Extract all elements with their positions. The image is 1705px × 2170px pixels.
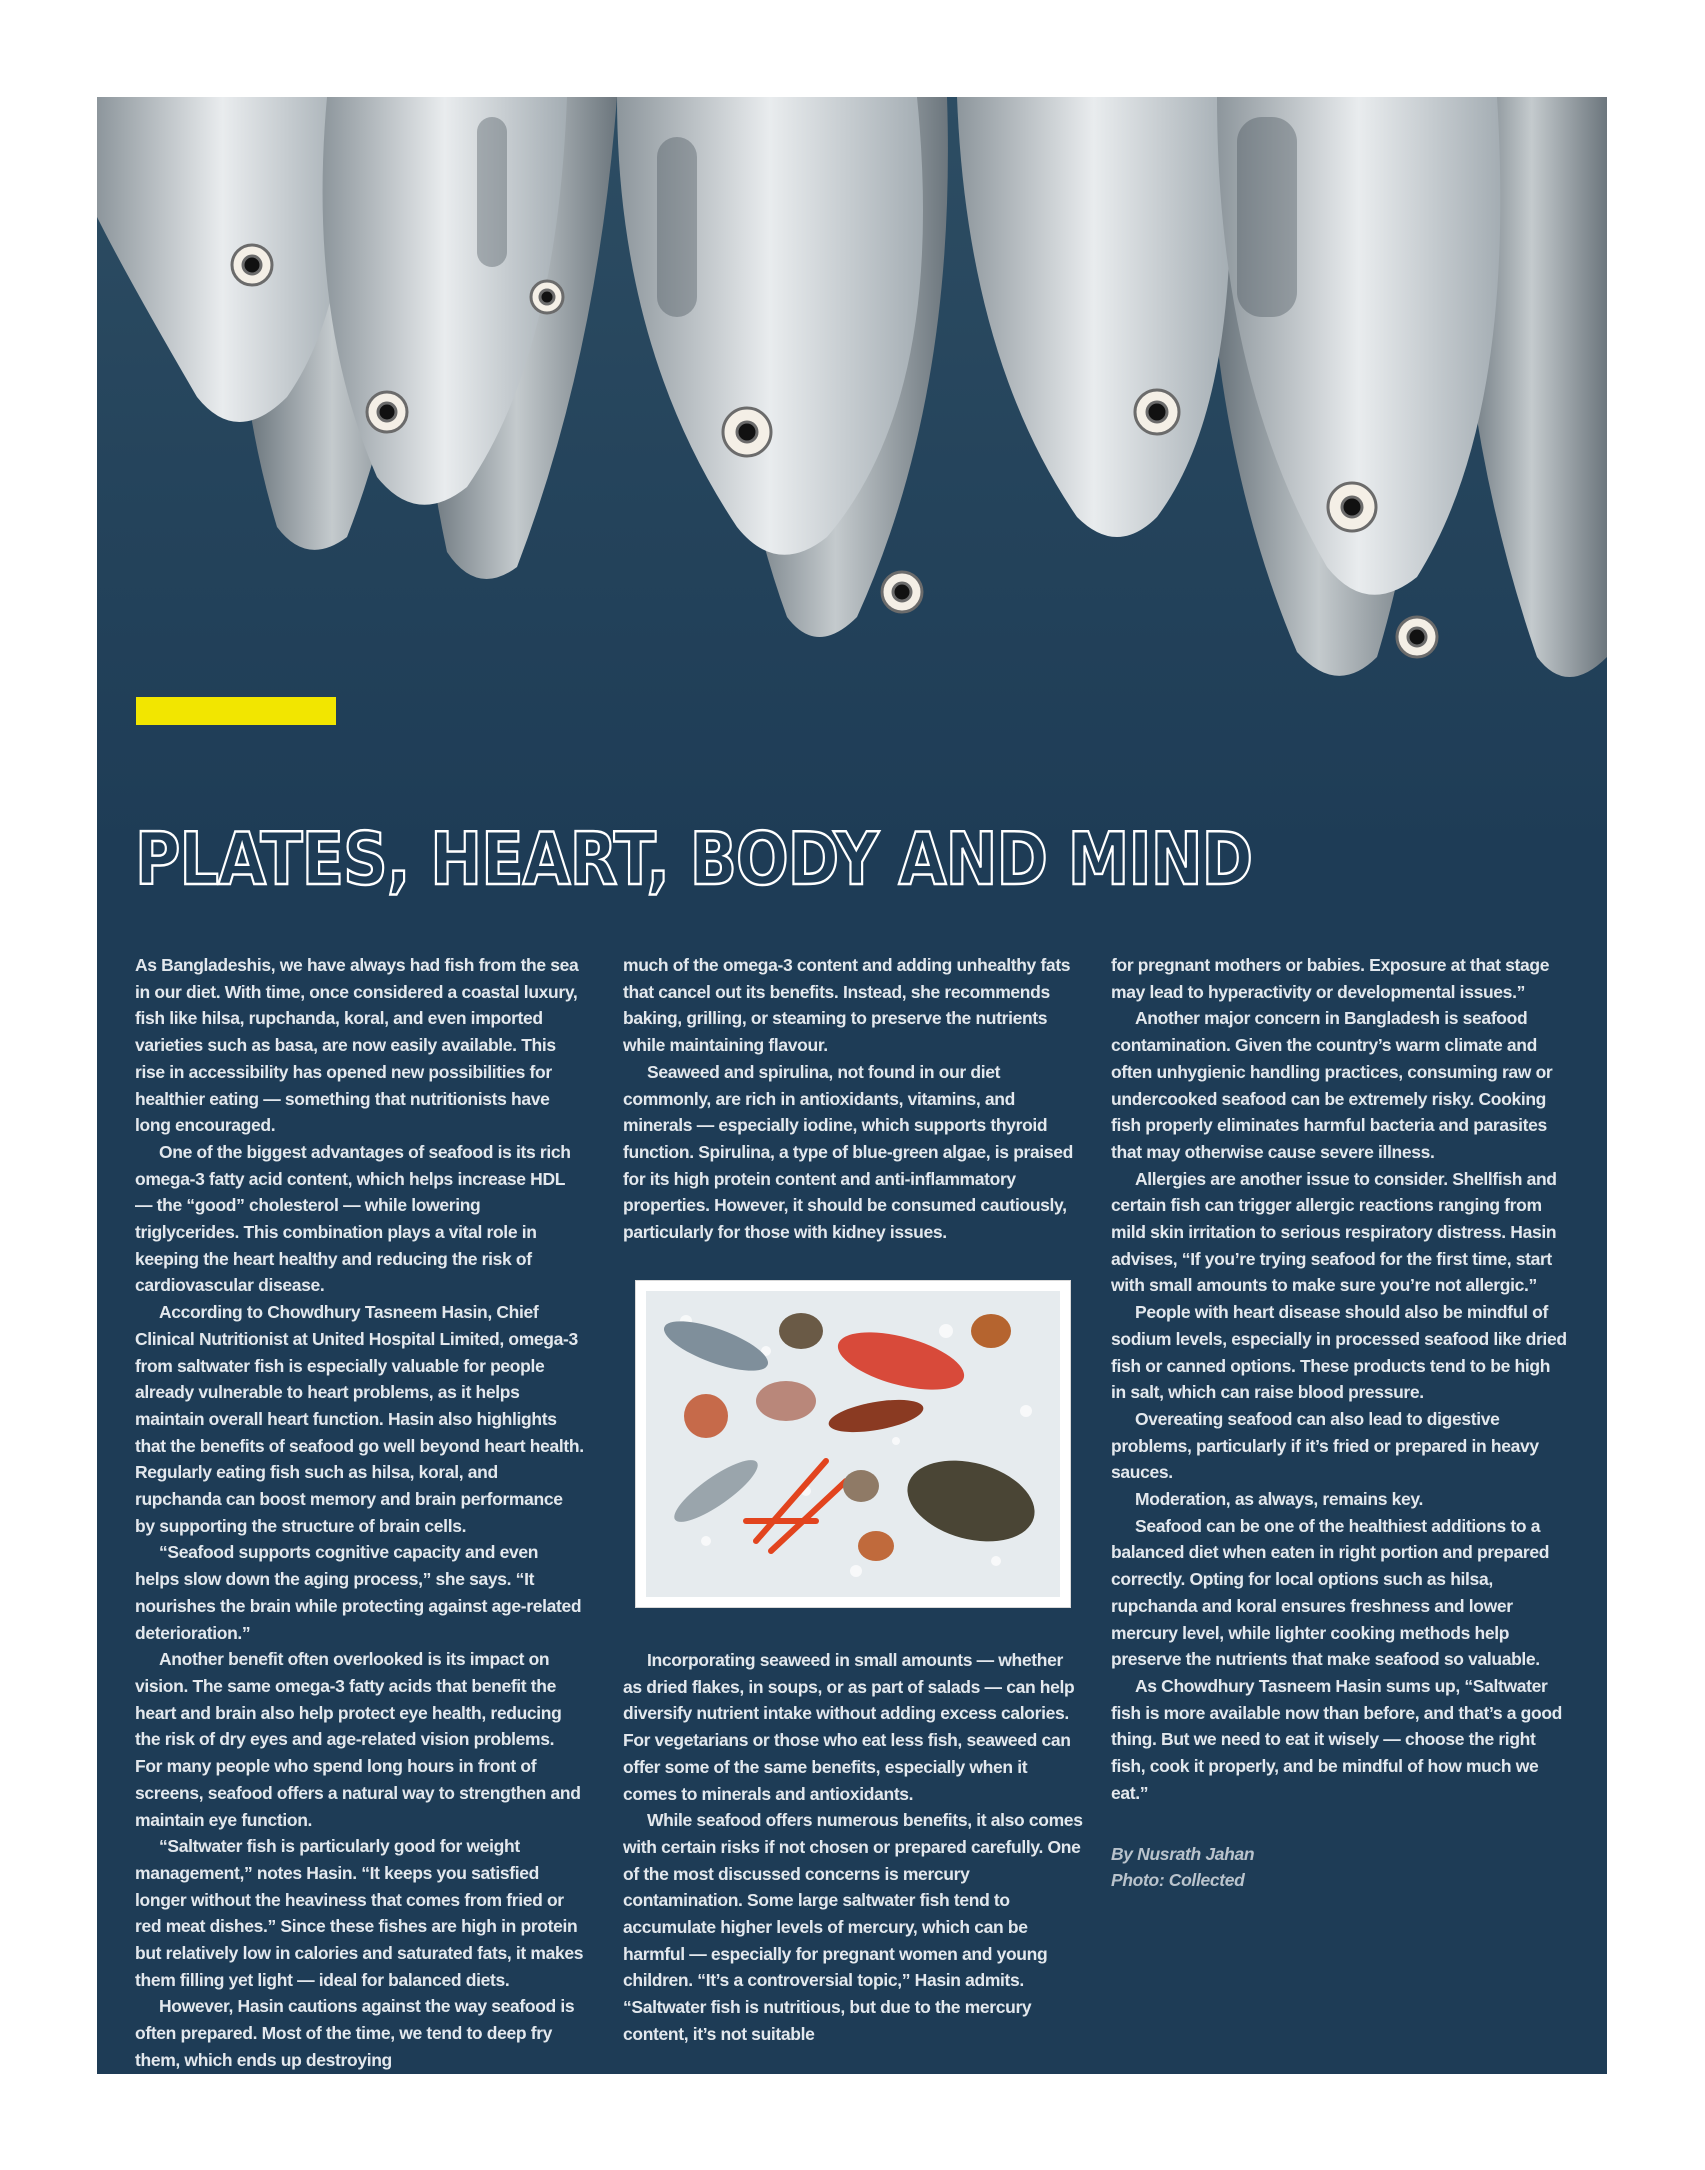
hero-fish-photo xyxy=(97,97,1607,857)
paragraph: much of the omega-3 content and adding unhealthy fats that cancel out its benefits. Instead, she recommends baking, grilling, or steaming to preserve the nutrients while maintaining flavour. xyxy=(623,955,1071,1056)
photo-credit: Photo: Collected xyxy=(1111,1870,1245,1891)
scallop-shell-2 xyxy=(858,1531,894,1561)
author-byline: By Nusrath Jahan xyxy=(1111,1843,1255,1864)
accent-bar xyxy=(136,697,336,725)
article-column-1 xyxy=(135,952,585,2074)
paragraph: According to Chowdhury Tasneem Hasin, Chief Clinical Nutritionist at United Hospital Limited, omega-3 from saltwater fish is especially valuable for people already vulnerable to heart problems, as it helps maintain overall heart function. Hasin also highlights that the benefits of seafood go well beyond heart health. Regularly eating fish such as hilsa, koral, and rupchanda can boost memory and brain performance by supporting the structure of brain cells. xyxy=(135,1302,584,1536)
paragraph: Seafood can be one of the healthiest additions to a balanced diet when eaten in right portion and prepared correctly. Opting for local options such as hilsa, rupchanda and koral ensures freshness and lower mercury level, while lighter cooking methods help preserve the nutrients that make seafood so valuable. xyxy=(1111,1515,1550,1670)
paragraph: “Seafood supports cognitive capacity and even helps slow down the aging process,” she says. “It nourishes the brain while protecting against age-related deterioration.” xyxy=(135,1542,582,1643)
paragraph: Another major concern in Bangladesh is seafood contamination. Given the country’s warm climate and often unhygienic handling practices, consuming raw or undercooked seafood can be extremely risky. Cooking fish properly eliminates harmful bacteria and parasites that may otherwise cause severe illness. xyxy=(1111,1008,1553,1162)
paragraph: As Chowdhury Tasneem Hasin sums up, “Saltwater fish is more available now than before, and that’s a good thing. But we need to eat it wisely — choose the right fish, cook it properly, and be mindful of how much we eat.” xyxy=(1111,1675,1563,1803)
paragraph: Another benefit often overlooked is its impact on vision. The same omega-3 fatty acids that benefit the heart and brain also help protect eye health, reducing the risk of dry eyes and age-related vision problems. For many people who spend long hours in front of screens, seafood offers a natural way to strengthen and maintain eye function. xyxy=(135,1649,581,1830)
article-column-3 xyxy=(1111,952,1567,1894)
scallop-shell xyxy=(971,1314,1011,1348)
article-column-2-top xyxy=(623,952,1083,1246)
paragraph: “Saltwater fish is particularly good for weight management,” notes Hasin. “It keeps you satisfied longer without the heaviness that comes from fried or red meat dishes.” Since these fishes are high in protein but relatively low in calories and saturated fats, it makes them filling yet light — ideal for balanced diets. xyxy=(135,1836,584,1990)
article-column-2-bottom xyxy=(623,1647,1083,2048)
sea-urchin xyxy=(684,1394,728,1438)
paragraph: Seaweed and spirulina, not found in our diet commonly, are rich in antioxidants, vitamins, and minerals — especially iodine, which supports thyroid function. Spirulina, a type of blue-green algae, is praised for its high protein content and anti-inflammatory properties. However, it should be consumed cautiously, particularly for those with kidney issues. xyxy=(623,1061,1073,1243)
article-title: PLATES, HEART, BODY AND MIND xyxy=(135,817,1253,901)
paragraph: Overeating seafood can also lead to digestive problems, particularly if it’s fried or prepared in heavy sauces. xyxy=(1111,1408,1539,1483)
article-panel xyxy=(97,97,1607,2074)
paragraph: However, Hasin cautions against the way seafood is often prepared. Most of the time, we tend to deep fry them, which ends up destroying xyxy=(135,1996,575,2070)
paragraph: As Bangladeshis, we have always had fish from the sea in our diet. With time, once considered a coastal luxury, fish like hilsa, rupchanda, koral, and even imported varieties such as basa, are now easily available. This rise in accessibility has opened new possibilities for healthier eating — something that nutritionists have long encouraged. xyxy=(135,955,579,1136)
paragraph: Allergies are another issue to consider. Shellfish and certain fish can trigger allergic reactions ranging from mild skin irritation to serious respiratory distress. Hasin advises, “If you’re trying seafood for the first time, start with small amounts to make sure you’re not allergic.” xyxy=(1111,1168,1557,1296)
seafood-platter-illustration xyxy=(646,1291,1060,1597)
octopus xyxy=(756,1381,816,1421)
fish-illustration xyxy=(97,97,1607,857)
paragraph: Incorporating seaweed in small amounts — whether as dried flakes, in soups, or as part of salads — can help diversify nutrient intake without adding excess calories. For vegetarians or those who eat less fish, seaweed can offer some of the same benefits, especially when it comes to minerals and antioxidants. xyxy=(623,1650,1075,1804)
oyster xyxy=(779,1313,823,1349)
clams xyxy=(843,1470,879,1502)
paragraph: One of the biggest advantages of seafood is its rich omega-3 fatty acid content, which helps increase HDL — the “good” cholesterol — while lowering triglycerides. This combination plays a vital role in keeping the heart healthy and reducing the risk of cardiovascular disease. xyxy=(135,1141,571,1296)
paragraph: Moderation, as always, remains key. xyxy=(1135,1489,1423,1510)
seafood-photo xyxy=(635,1280,1071,1608)
paragraph: While seafood offers numerous benefits, it also comes with certain risks if not chosen or prepared carefully. One of the most discussed concerns is mercury contamination. Some large saltwater fish tend to accumulate higher levels of mercury, which can be harmful — especially for pregnant women and young children. “It’s a controversial topic,” Hasin admits. “Saltwater fish is nutritious, but due to the mercury content, it’s not suitable xyxy=(623,1810,1083,2044)
paragraph: People with heart disease should also be mindful of sodium levels, especially in processed seafood like dried fish or canned options. These products tend to be high in salt, which can raise blood pressure. xyxy=(1111,1302,1567,1403)
paragraph: for pregnant mothers or babies. Exposure at that stage may lead to hyperactivity or developmental issues.” xyxy=(1111,955,1550,1002)
